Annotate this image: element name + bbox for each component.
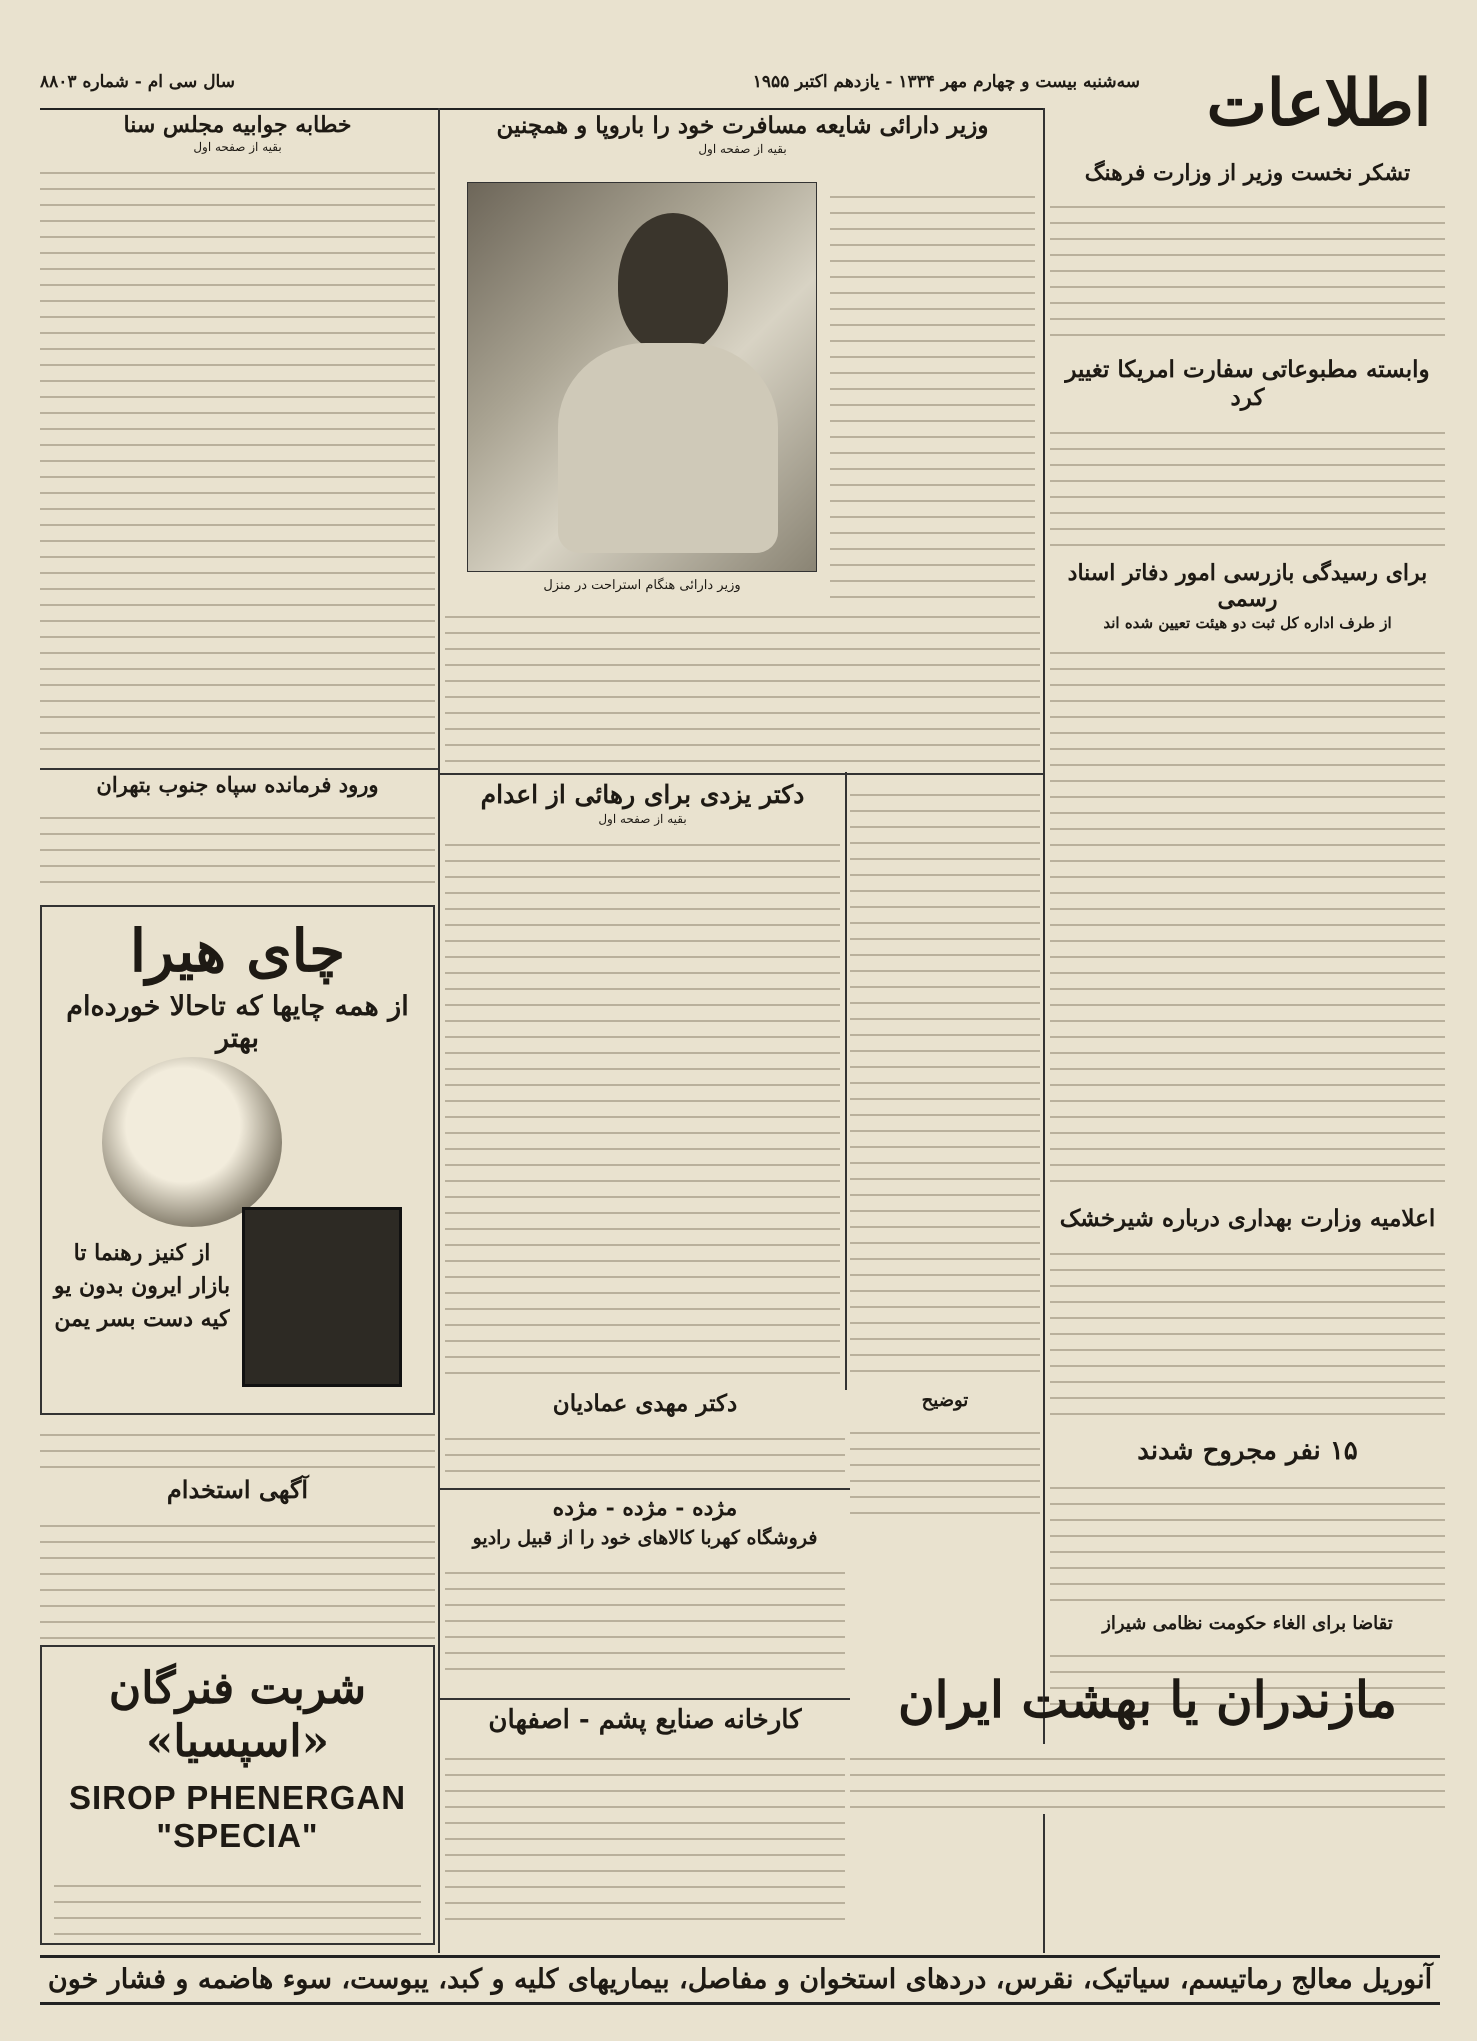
senate-reply-headline: خطابه جوابیه مجلس سنا xyxy=(123,112,352,138)
factory-ad-title: کارخانه صنایع پشم - اصفهان xyxy=(488,1705,802,1735)
minister-body-continued xyxy=(850,780,1040,1380)
photo-caption: وزیر دارائی هنگام استراحت در منزل xyxy=(543,578,741,593)
health-notice-body xyxy=(1050,1239,1445,1424)
dr-yazdi-body xyxy=(445,830,840,1375)
syrup-ad xyxy=(40,1645,435,1945)
injured-headline: ۱۵ نفر مجروح شدند xyxy=(1137,1435,1358,1466)
tea-ad xyxy=(40,905,435,1415)
store-ad xyxy=(445,1495,845,1695)
senate-reply-body xyxy=(40,158,435,758)
footer-ad-banner: آنوریل معالج رماتیسم، سیاتیک، نقرس، دردهای استخوان و مفاصل، بیماریهای کلیه و کبد، یبوست، سوء هاضمه و فشار خون xyxy=(40,1955,1440,2005)
portrait-body xyxy=(558,343,778,553)
syrup-ad-en: SIROP PHENERGAN "SPECIA" xyxy=(68,1778,407,1854)
center-middle-right xyxy=(850,780,1040,1385)
store-ad-title: مژده - مژده - مژده xyxy=(552,1495,738,1521)
header-rule xyxy=(40,108,1043,110)
tea-ad-title: چای هیرا xyxy=(129,917,346,985)
mazandaran-ad xyxy=(850,1640,1445,1880)
official-docs-body xyxy=(1050,638,1445,1193)
commander-article xyxy=(40,772,435,897)
pm-thanks-body xyxy=(1050,192,1445,342)
dr-yazdi-sub: بقیه از صفحه اول xyxy=(598,812,687,826)
doctor-ad-title: دکتر مهدی عمادیان xyxy=(552,1390,738,1417)
tea-ad-tagline: از کنیز رهنما تا بازار ایرون بدون یو کیه دست بسر یمن xyxy=(53,1240,231,1332)
tea-ad-footnote xyxy=(40,1420,435,1470)
pm-thanks-headline: تشکر نخست وزیر از وزارت فرهنگ xyxy=(1084,160,1411,186)
minister-body-bottom xyxy=(445,602,1040,772)
mazandaran-ad-body xyxy=(850,1744,1445,1814)
hiring-ad-body xyxy=(40,1511,435,1640)
right-column xyxy=(1050,160,1445,1790)
doctor-ad-rule xyxy=(440,1488,850,1490)
column-divider xyxy=(845,770,847,1390)
factory-ad xyxy=(445,1705,845,1950)
tea-tin-illustration xyxy=(242,1207,402,1387)
portrait-head xyxy=(618,213,728,353)
press-attache-headline: وابسته مطبوعاتی سفارت امریکا تغییر کرد xyxy=(1065,356,1430,411)
tea-ad-face-illustration xyxy=(102,1057,282,1227)
senate-reply-sub: بقیه از صفحه اول xyxy=(193,140,282,155)
minister-travel-headline: وزیر دارائی شایعه مسافرت خود را باروپا و همچنین xyxy=(496,112,989,139)
hiring-ad-title: آگهی استخدام xyxy=(166,1475,309,1504)
newspaper-logo: اطلاعات xyxy=(1206,66,1432,141)
minister-travel-sub: بقیه از صفحه اول xyxy=(698,141,787,156)
press-attache-body xyxy=(1050,418,1445,548)
shiraz-headline: تقاضا برای الغاء حکومت نظامی شیراز xyxy=(1102,1613,1393,1635)
center-middle-left xyxy=(445,780,840,1385)
syrup-ad-fa: شربت فنرگان «اسپسیا» xyxy=(108,1663,367,1767)
center-top xyxy=(445,112,1040,772)
issue-date: سه‌شنبه بیست و چهارم مهر ۱۳۳۴ - یازدهم اکتبر ۱۹۵۵ xyxy=(752,72,1140,92)
factory-ad-body xyxy=(445,1744,845,1934)
store-ad-body xyxy=(445,1558,845,1678)
issue-number: سال سی ام - شماره ۸۸۰۳ xyxy=(40,72,235,92)
doctor-ad xyxy=(445,1390,845,1485)
doctor-ad-body xyxy=(445,1424,845,1474)
health-notice-headline: اعلامیه وزارت بهداری درباره شیرخشک xyxy=(1059,1205,1436,1233)
column-divider xyxy=(438,108,440,1953)
left-rule xyxy=(40,768,438,770)
store-ad-subtitle: فروشگاه کهربا کالاهای خود را از قبیل رادیو xyxy=(472,1527,818,1550)
center-rule xyxy=(440,773,1043,775)
syrup-ad-body xyxy=(54,1871,421,1945)
dr-yazdi-headline: دکتر یزدی برای رهائی از اعدام xyxy=(480,780,805,809)
hiring-ad xyxy=(40,1420,435,1640)
minister-photo xyxy=(467,182,817,572)
store-ad-rule xyxy=(440,1698,850,1700)
commander-headline: ورود فرمانده سپاه جنوب بتهران xyxy=(96,772,379,797)
tea-ad-slogan: از همه چایها که تاحالا خورده‌ام بهتر xyxy=(66,990,409,1054)
left-top xyxy=(40,112,435,762)
injured-body xyxy=(1050,1473,1445,1603)
official-docs-sub: از طرف اداره کل ثبت دو هیئت تعیین شده اند xyxy=(1103,614,1392,633)
minister-body-right xyxy=(830,182,1035,602)
official-docs-headline: برای رسیدگی بازرسی امور دفاتر اسناد رسمی xyxy=(1067,559,1428,612)
notice-title: توضیح xyxy=(921,1390,969,1411)
commander-body xyxy=(40,803,435,893)
mazandaran-ad-title: مازندران یا بهشت ایران xyxy=(897,1670,1398,1729)
notice-body xyxy=(850,1418,1040,1518)
